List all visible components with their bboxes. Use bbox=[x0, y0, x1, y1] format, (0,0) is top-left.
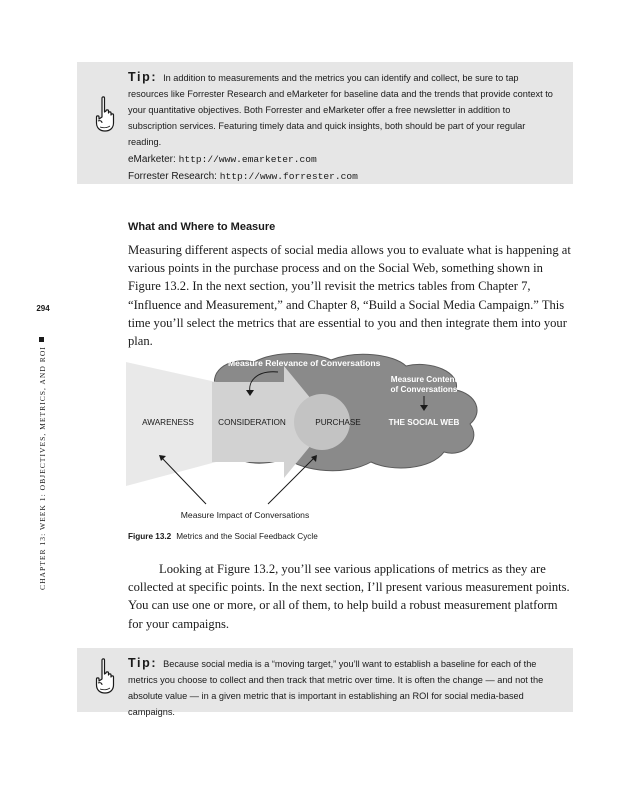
purchase-label: PURCHASE bbox=[315, 418, 361, 427]
emarketer-link[interactable]: http://www.emarketer.com bbox=[178, 154, 317, 166]
link-row bbox=[128, 169, 561, 184]
square-bullet-icon bbox=[39, 337, 44, 342]
page-margin bbox=[33, 304, 53, 590]
body-paragraph: Looking at Figure 13.2, you’ll see various applications of metrics as they are collected at specific points. In the next section, I’ll present various measurement points. You can use one or more, or all of them, to help build a robust measurement platform for your campaigns. bbox=[128, 562, 570, 631]
running-head-text: CHAPTER 13: WEEK 1: OBJECTIVES, METRICS, AND ROI bbox=[38, 346, 47, 590]
caption-text: Metrics and the Social Feedback Cycle bbox=[176, 532, 318, 541]
running-head bbox=[38, 322, 47, 590]
impact-label: Measure Impact of Conversations bbox=[180, 510, 310, 520]
forrester-link[interactable]: http://www.forrester.com bbox=[219, 171, 358, 183]
figure-caption bbox=[128, 532, 318, 541]
body-paragraph: Measuring different aspects of social media allows you to evaluate what is happening at various points in the purchase process and on the Social Web, something shown in Figure 13.2. In the next section, you’ll revisit the metrics tables from Chapter 7, “Influence and Measurement,” and Chapter 8, “Build a Social Media Campaign.” This time you’ll select the metrics that are essential to you and then integrate them into your plan. bbox=[128, 243, 571, 349]
social-web-label: THE SOCIAL WEB bbox=[388, 418, 460, 427]
content-label-line2: of Conversations bbox=[390, 385, 458, 394]
section-heading: What and Where to Measure bbox=[128, 221, 276, 233]
consideration-label: CONSIDERATION bbox=[218, 418, 286, 427]
tip-label: Tip: bbox=[128, 70, 158, 84]
tip-box bbox=[77, 648, 573, 718]
tip-box bbox=[77, 62, 573, 184]
social-feedback-cycle-figure bbox=[126, 352, 526, 526]
link-name: Forrester Research: bbox=[128, 171, 217, 183]
content-label-line1: Measure Content bbox=[390, 375, 458, 384]
tip-text: In addition to measurements and the metrics you can identify and collect, be sure to tap resources like Forrester Research and eMarketer for baseline data and the trends that provide context to your quantitative objectives. Both Forrester and eMarketer offer a free newsletter in addition to subscription services. Featuring timely data and quick insights, both should be part of your regular reading. bbox=[128, 73, 553, 148]
link-name: eMarketer: bbox=[128, 154, 176, 166]
link-row bbox=[128, 152, 561, 167]
pointing-hand-icon bbox=[91, 96, 119, 134]
relevance-label: Measure Relevance of Conversations bbox=[228, 358, 381, 368]
page-number: 294 bbox=[36, 304, 50, 313]
awareness-label: AWARENESS bbox=[142, 418, 194, 427]
pointing-hand-icon bbox=[91, 658, 119, 696]
caption-label: Figure 13.2 bbox=[128, 532, 172, 541]
tip-text: Because social media is a “moving target,” you’ll want to establish a baseline for each of the metrics you choose to collect and then track that metric over time. It is often the change — and not the absolute value — in a given metric that is important in establishing an ROI for social media-based campaigns. bbox=[128, 659, 544, 718]
tip-label: Tip: bbox=[128, 656, 158, 670]
